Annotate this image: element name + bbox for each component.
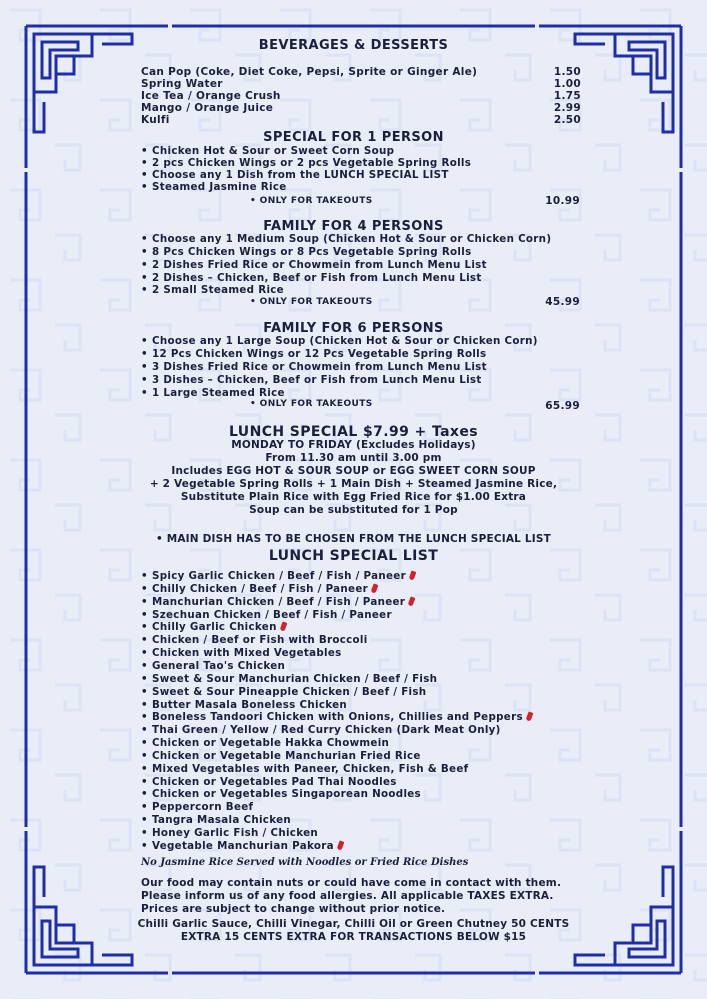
list-item — [141, 609, 392, 622]
list-item — [141, 673, 437, 686]
list-item-label: Chicken with Mixed Vegetables — [152, 647, 342, 660]
list-item-label: Manchurian Chicken / Beef / Fish / Paneer — [152, 595, 406, 608]
rice-note: No Jasmine Rice Served with Noodles or Fried Rice Dishes — [141, 857, 469, 868]
list-item-label: Mixed Vegetables with Paneer, Chicken, Fish & Beef — [152, 762, 469, 775]
list-item — [141, 660, 285, 673]
list-item — [141, 699, 347, 712]
main-dish-note: • MAIN DISH HAS TO BE CHOSEN FROM THE LUNCH SPECIAL LIST — [155, 533, 552, 545]
list-item: • Choose any 1 Large Soup (Chicken Hot & Sour or Chicken Corn) — [141, 335, 538, 347]
bullet: • — [141, 801, 148, 814]
list-item: • 12 Pcs Chicken Wings or 12 Pcs Vegetable Spring Rolls — [141, 348, 487, 360]
list-item: • Steamed Jasmine Rice — [141, 181, 287, 193]
list-item-label: Chilly Garlic Chicken — [152, 621, 277, 634]
list-item: • 1 Large Steamed Rice — [141, 387, 285, 399]
list-item-label: Tangra Masala Chicken — [152, 814, 291, 827]
list-item-label: Chicken or Vegetables Pad Thai Noodles — [152, 775, 397, 788]
bullet: • — [141, 737, 148, 750]
list-item — [141, 776, 397, 789]
beverage-row: Spring Water 1.00 — [141, 78, 581, 90]
lunch-line: + 2 Vegetable Spring Rolls + 1 Main Dish + Steamed Jasmine Rice, — [149, 478, 558, 490]
lunch-list-title: LUNCH SPECIAL LIST — [268, 548, 439, 564]
list-item: • 2 Small Steamed Rice — [141, 284, 284, 296]
list-item: • 2 pcs Chicken Wings or 2 pcs Vegetable Spring Rolls — [141, 157, 472, 169]
bullet: • — [141, 698, 148, 711]
list-item — [141, 583, 377, 596]
list-item-label: Boneless Tandoori Chicken with Onions, Chillies and Peppers — [152, 711, 523, 724]
list-item — [141, 634, 368, 647]
list-item: • 3 Dishes – Chicken, Beef or Fish from Lunch Menu List — [141, 374, 482, 386]
list-item — [141, 750, 421, 763]
bullet: • — [141, 814, 148, 827]
family6-price: 65.99 — [545, 400, 580, 412]
list-item — [141, 570, 415, 583]
list-item — [141, 827, 318, 840]
list-item-label: Chicken or Vegetable Manchurian Fried Rice — [152, 749, 421, 762]
list-item: • Choose any 1 Dish from the LUNCH SPECIAL LIST — [141, 169, 449, 181]
lunch-line: Soup can be substituted for 1 Pop — [249, 504, 458, 516]
list-item: • 2 Dishes Fried Rice or Chowmein from Lunch Menu List — [141, 259, 487, 271]
chili-pepper-icon — [336, 840, 344, 850]
list-item — [141, 788, 421, 801]
beverage-row: Kulfi 2.50 — [141, 114, 581, 126]
bullet: • — [141, 582, 148, 595]
list-item-label: Szechuan Chicken / Beef / Fish / Paneer — [152, 608, 392, 621]
bullet: • — [141, 659, 148, 672]
chili-pepper-icon — [526, 712, 534, 722]
list-item-label: Peppercorn Beef — [152, 801, 254, 814]
beverages-title: BEVERAGES & DESSERTS — [258, 38, 449, 53]
list-item-label: Chicken / Beef or Fish with Broccoli — [152, 634, 368, 647]
bullet: • — [141, 724, 148, 737]
bullet: • — [141, 595, 148, 608]
bullet: • — [141, 685, 148, 698]
chili-pepper-icon — [371, 583, 379, 593]
list-item-label: Chilly Chicken / Beef / Fish / Paneer — [152, 582, 368, 595]
special1-title: SPECIAL FOR 1 PERSON — [263, 130, 444, 145]
list-item-label: Chicken or Vegetables Singaporean Noodles — [152, 788, 421, 801]
bullet: • — [141, 839, 148, 852]
takeout-note: • ONLY FOR TAKEOUTS — [250, 196, 373, 206]
bullet: • — [141, 775, 148, 788]
family4-price: 45.99 — [545, 296, 580, 308]
list-item-label: General Tao's Chicken — [152, 659, 286, 672]
list-item — [141, 596, 414, 609]
transaction-fee-note: EXTRA 15 CENTS EXTRA FOR TRANSACTIONS BELOW $15 — [180, 931, 527, 943]
chili-pepper-icon — [408, 596, 416, 606]
family4-title: FAMILY FOR 4 PERSONS — [263, 219, 444, 234]
lunch-line: MONDAY TO FRIDAY (Excludes Holidays) — [231, 439, 476, 451]
list-item-label: Vegetable Manchurian Pakora — [152, 839, 334, 852]
lunch-special-title: LUNCH SPECIAL $7.99 + Taxes — [228, 424, 478, 440]
bullet: • — [141, 827, 148, 839]
special1-price: 10.99 — [545, 195, 580, 207]
bullet: • — [141, 762, 148, 775]
sauces-note: Chilli Garlic Sauce, Chilli Vinegar, Chilli Oil or Green Chutney 50 CENTS — [137, 918, 570, 930]
bullet: • — [141, 634, 148, 647]
list-item-label: Chicken or Vegetable Hakka Chowmein — [152, 737, 390, 750]
list-item: • 8 Pcs Chicken Wings or 8 Pcs Vegetable Spring Rolls — [141, 246, 472, 258]
takeout-note: • ONLY FOR TAKEOUTS — [250, 297, 373, 307]
list-item-label: Spicy Garlic Chicken / Beef / Fish / Paneer — [152, 570, 406, 582]
bullet: • — [141, 647, 148, 660]
list-item: • 3 Dishes Fried Rice or Chowmein from Lunch Menu List — [141, 361, 487, 373]
list-item — [141, 737, 389, 750]
list-item: • 2 Dishes – Chicken, Beef or Fish from Lunch Menu List — [141, 272, 482, 284]
bullet: • — [141, 711, 148, 724]
list-item-label: Sweet & Sour Pineapple Chicken / Beef / Fish — [152, 685, 427, 698]
chili-pepper-icon — [409, 570, 417, 580]
list-item — [141, 621, 286, 634]
list-item — [141, 724, 501, 737]
list-item — [141, 711, 532, 724]
beverage-row: Mango / Orange Juice 2.99 — [141, 102, 581, 114]
list-item — [141, 840, 343, 853]
beverage-row: Ice Tea / Orange Crush 1.75 — [141, 90, 581, 102]
lunch-line: Includes EGG HOT & SOUR SOUP or EGG SWEET CORN SOUP — [171, 465, 536, 477]
bullet: • — [141, 749, 148, 762]
bullet: • — [141, 788, 148, 801]
bullet: • — [141, 621, 148, 634]
list-item-label: Butter Masala Boneless Chicken — [152, 698, 348, 711]
family6-title: FAMILY FOR 6 PERSONS — [263, 321, 444, 336]
bullet: • — [141, 608, 148, 621]
list-item: • Chicken Hot & Sour or Sweet Corn Soup — [141, 145, 395, 157]
lunch-line: Substitute Plain Rice with Egg Fried Rice for $1.00 Extra — [180, 491, 527, 503]
bullet: • — [141, 570, 148, 582]
list-item — [141, 814, 291, 827]
list-item — [141, 801, 253, 814]
list-item-label: Sweet & Sour Manchurian Chicken / Beef / Fish — [152, 672, 438, 685]
list-item-label: Honey Garlic Fish / Chicken — [152, 827, 318, 839]
allergy-notice: Our food may contain nuts or could have come in contact with them. Please inform us of any food allergies. All applicable TAXES EXTRA. Prices are subject to change without prior notice. — [141, 877, 562, 915]
list-item: • Choose any 1 Medium Soup (Chicken Hot & Sour or Chicken Corn) — [141, 233, 552, 245]
list-item — [141, 647, 342, 660]
beverage-row: Can Pop (Coke, Diet Coke, Pepsi, Sprite or Ginger Ale) 1.50 — [141, 66, 581, 78]
lunch-line: From 11.30 am until 3.00 pm — [265, 452, 442, 464]
list-item-label: Thai Green / Yellow / Red Curry Chicken (Dark Meat Only) — [152, 724, 501, 737]
list-item — [141, 686, 426, 699]
chili-pepper-icon — [279, 622, 287, 632]
list-item — [141, 763, 468, 776]
takeout-note: • ONLY FOR TAKEOUTS — [250, 399, 373, 409]
bullet: • — [141, 672, 148, 685]
